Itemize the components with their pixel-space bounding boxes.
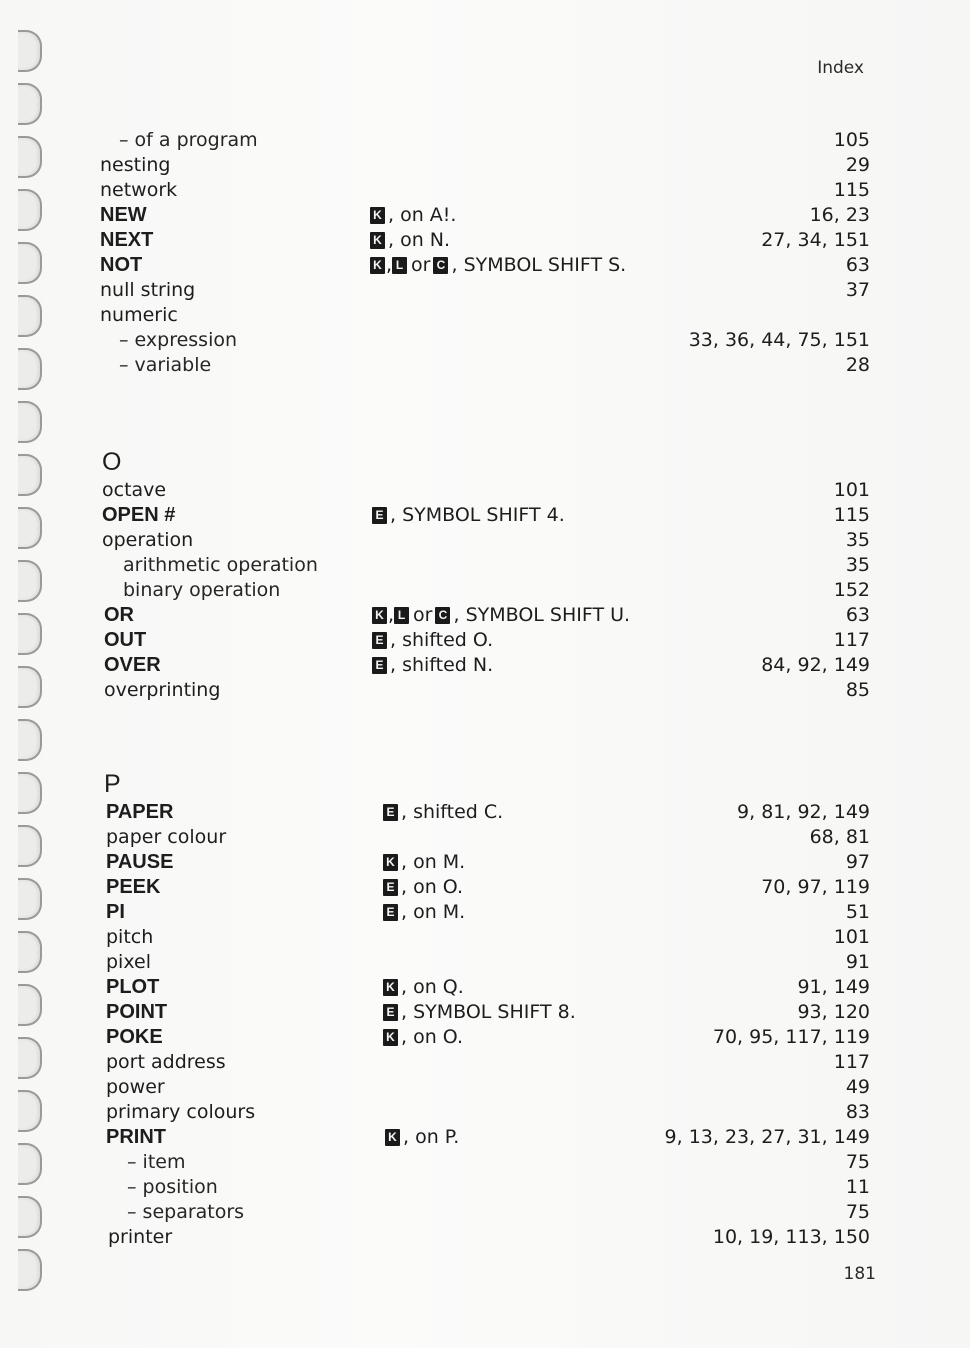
entry-term: port address xyxy=(106,1051,226,1073)
entry-term: PAPER xyxy=(106,801,174,823)
index-entry xyxy=(0,1200,970,1224)
keystroke-text: , on A!. xyxy=(388,204,457,226)
entry-pages: 152 xyxy=(833,579,870,601)
keystroke-instruction xyxy=(383,1025,463,1049)
entry-term: – variable xyxy=(119,354,212,376)
keystroke-instruction xyxy=(370,228,450,252)
entry-term: PLOT xyxy=(106,976,160,998)
entry-term: – of a program xyxy=(119,129,258,151)
entry-pages: 70, 95, 117, 119 xyxy=(712,1026,870,1048)
index-entry xyxy=(0,850,970,874)
entry-pages: 115 xyxy=(833,504,870,526)
entry-term: NEXT xyxy=(100,229,154,251)
entry-pages: 28 xyxy=(845,354,870,376)
entry-term: pitch xyxy=(106,926,154,948)
keystroke-instruction xyxy=(372,603,630,627)
index-entry xyxy=(0,628,970,652)
mode-key-e-icon: E xyxy=(383,1004,398,1021)
index-entry xyxy=(0,1175,970,1199)
mode-key-c-icon: C xyxy=(433,257,448,274)
keystroke-text: , on M. xyxy=(401,901,466,923)
mode-key-e-icon: E xyxy=(372,632,387,649)
index-entry xyxy=(0,278,970,302)
entry-term: null string xyxy=(100,279,196,301)
keystroke-text: , on O. xyxy=(401,1026,464,1048)
index-entry xyxy=(0,1025,970,1049)
index-entry xyxy=(0,603,970,627)
keystroke-text: , SYMBOL SHIFT 8. xyxy=(401,1001,576,1023)
entry-term: octave xyxy=(102,479,167,501)
entry-term: printer xyxy=(108,1226,173,1248)
entry-pages: 91 xyxy=(845,951,870,973)
keystroke-text: , SYMBOL SHIFT S. xyxy=(451,254,627,276)
mode-key-k-icon: K xyxy=(383,854,398,871)
separator-text: , xyxy=(388,604,395,626)
index-entry xyxy=(0,1150,970,1174)
mode-key-l-icon: L xyxy=(394,607,409,624)
entry-term: – position xyxy=(127,1176,218,1198)
mode-key-e-icon: E xyxy=(383,804,398,821)
index-entry xyxy=(0,153,970,177)
index-entry xyxy=(0,800,970,824)
entry-pages: 101 xyxy=(833,926,870,948)
entry-pages: 35 xyxy=(845,529,870,551)
keystroke-text: , on Q. xyxy=(401,976,464,998)
index-entry xyxy=(0,653,970,677)
index-entry xyxy=(0,1000,970,1024)
entry-pages: 85 xyxy=(845,679,870,701)
entry-pages: 75 xyxy=(845,1201,870,1223)
entry-pages: 63 xyxy=(845,604,870,626)
entry-term: PAUSE xyxy=(106,851,174,873)
index-entry xyxy=(0,578,970,602)
mode-key-k-icon: K xyxy=(370,207,385,224)
entry-pages: 93, 120 xyxy=(797,1001,870,1023)
index-entry xyxy=(0,128,970,152)
keystroke-instruction xyxy=(383,900,465,924)
entry-pages: 75 xyxy=(845,1151,870,1173)
entry-pages: 84, 92, 149 xyxy=(761,654,870,676)
entry-pages: 27, 34, 151 xyxy=(761,229,870,251)
entry-pages: 9, 13, 23, 27, 31, 149 xyxy=(664,1126,870,1148)
index-entry xyxy=(0,528,970,552)
entry-pages: 9, 81, 92, 149 xyxy=(737,801,870,823)
index-entry xyxy=(0,503,970,527)
entry-term: PEEK xyxy=(106,876,161,898)
index-entry xyxy=(0,1100,970,1124)
index-entry xyxy=(0,1050,970,1074)
entry-pages: 91, 149 xyxy=(797,976,870,998)
keystroke-instruction xyxy=(372,503,565,527)
index-entry xyxy=(0,353,970,377)
entry-term: pixel xyxy=(106,951,151,973)
keystroke-text: , SYMBOL SHIFT 4. xyxy=(390,504,565,526)
entry-term: NOT xyxy=(100,254,143,276)
index-entry xyxy=(0,303,970,327)
keystroke-instruction xyxy=(370,253,626,277)
mode-key-e-icon: E xyxy=(372,657,387,674)
keystroke-text: , shifted N. xyxy=(390,654,494,676)
entry-term: OVER xyxy=(104,654,161,676)
entry-pages: 29 xyxy=(845,154,870,176)
mode-key-k-icon: K xyxy=(383,1029,398,1046)
running-header: Index xyxy=(817,58,864,78)
keystroke-text: , SYMBOL SHIFT U. xyxy=(453,604,631,626)
entry-term: – separators xyxy=(127,1201,245,1223)
keystroke-text: , on M. xyxy=(401,851,466,873)
entry-pages: 70, 97, 119 xyxy=(761,876,870,898)
keystroke-instruction xyxy=(383,850,465,874)
keystroke-text: , on N. xyxy=(388,229,451,251)
binding-hole xyxy=(18,83,42,125)
entry-term: OR xyxy=(104,604,134,626)
entry-term: primary colours xyxy=(106,1101,256,1123)
section-letter-p: P xyxy=(104,770,121,798)
entry-pages: 63 xyxy=(845,254,870,276)
entry-pages: 115 xyxy=(833,179,870,201)
entry-term: paper colour xyxy=(106,826,227,848)
keystroke-instruction xyxy=(370,203,456,227)
entry-pages: 16, 23 xyxy=(809,204,870,226)
binding-hole xyxy=(18,30,42,72)
entry-term: nesting xyxy=(100,154,171,176)
index-entry xyxy=(0,825,970,849)
entry-pages: 83 xyxy=(845,1101,870,1123)
index-entry xyxy=(0,203,970,227)
index-entry xyxy=(0,900,970,924)
index-entry xyxy=(0,253,970,277)
entry-pages: 51 xyxy=(845,901,870,923)
keystroke-instruction xyxy=(372,628,493,652)
entry-pages: 35 xyxy=(845,554,870,576)
entry-term: power xyxy=(106,1076,165,1098)
or-text: or xyxy=(411,254,431,276)
keystroke-instruction xyxy=(383,875,463,899)
index-entry xyxy=(0,553,970,577)
entry-term: PI xyxy=(106,901,125,923)
keystroke-instruction xyxy=(372,653,493,677)
mode-key-e-icon: E xyxy=(383,879,398,896)
index-entry xyxy=(0,678,970,702)
entry-term: OUT xyxy=(104,629,147,651)
binding-hole xyxy=(18,1249,42,1291)
or-text: or xyxy=(413,604,433,626)
entry-term: numeric xyxy=(100,304,178,326)
entry-term: PRINT xyxy=(106,1126,166,1148)
keystroke-text: , shifted C. xyxy=(401,801,504,823)
entry-term: NEW xyxy=(100,204,147,226)
keystroke-text: , on P. xyxy=(403,1126,460,1148)
entry-term: – item xyxy=(127,1151,186,1173)
binding-hole xyxy=(18,401,42,443)
mode-key-k-icon: K xyxy=(383,979,398,996)
mode-key-c-icon: C xyxy=(435,607,450,624)
entry-term: operation xyxy=(102,529,194,551)
index-entry xyxy=(0,875,970,899)
keystroke-instruction xyxy=(383,800,503,824)
index-entry xyxy=(0,950,970,974)
entry-pages: 105 xyxy=(833,129,870,151)
entry-term: POKE xyxy=(106,1026,163,1048)
index-entry xyxy=(0,1225,970,1249)
mode-key-e-icon: E xyxy=(372,507,387,524)
entry-term: network xyxy=(100,179,178,201)
separator-text: , xyxy=(386,254,393,276)
keystroke-instruction xyxy=(385,1125,459,1149)
mode-key-k-icon: K xyxy=(370,257,385,274)
mode-key-l-icon: L xyxy=(392,257,407,274)
index-entry xyxy=(0,925,970,949)
mode-key-k-icon: K xyxy=(370,232,385,249)
entry-term: POINT xyxy=(106,1001,168,1023)
mode-key-e-icon: E xyxy=(383,904,398,921)
entry-pages: 68, 81 xyxy=(809,826,870,848)
mode-key-k-icon: K xyxy=(385,1129,400,1146)
index-entry xyxy=(0,178,970,202)
entry-pages: 117 xyxy=(833,1051,870,1073)
index-entry xyxy=(0,228,970,252)
entry-pages: 117 xyxy=(833,629,870,651)
mode-key-k-icon: K xyxy=(372,607,387,624)
entry-term: arithmetic operation xyxy=(123,554,318,576)
entry-term: overprinting xyxy=(104,679,221,701)
entry-pages: 10, 19, 113, 150 xyxy=(712,1226,870,1248)
binding-hole xyxy=(18,719,42,761)
entry-term: binary operation xyxy=(123,579,281,601)
entry-pages: 11 xyxy=(845,1176,870,1198)
entry-term: OPEN # xyxy=(102,504,176,526)
index-entry xyxy=(0,478,970,502)
keystroke-text: , shifted O. xyxy=(390,629,494,651)
entry-pages: 49 xyxy=(845,1076,870,1098)
index-entry xyxy=(0,975,970,999)
section-letter-o: O xyxy=(102,448,122,476)
index-entry xyxy=(0,1075,970,1099)
entry-pages: 37 xyxy=(845,279,870,301)
keystroke-instruction xyxy=(383,975,464,999)
page-number: 181 xyxy=(843,1264,876,1284)
keystroke-instruction xyxy=(383,1000,576,1024)
entry-pages: 33, 36, 44, 75, 151 xyxy=(688,329,870,351)
keystroke-text: , on O. xyxy=(401,876,464,898)
entry-pages: 97 xyxy=(845,851,870,873)
index-entry xyxy=(0,328,970,352)
entry-term: – expression xyxy=(119,329,238,351)
index-entry xyxy=(0,1125,970,1149)
entry-pages: 101 xyxy=(833,479,870,501)
